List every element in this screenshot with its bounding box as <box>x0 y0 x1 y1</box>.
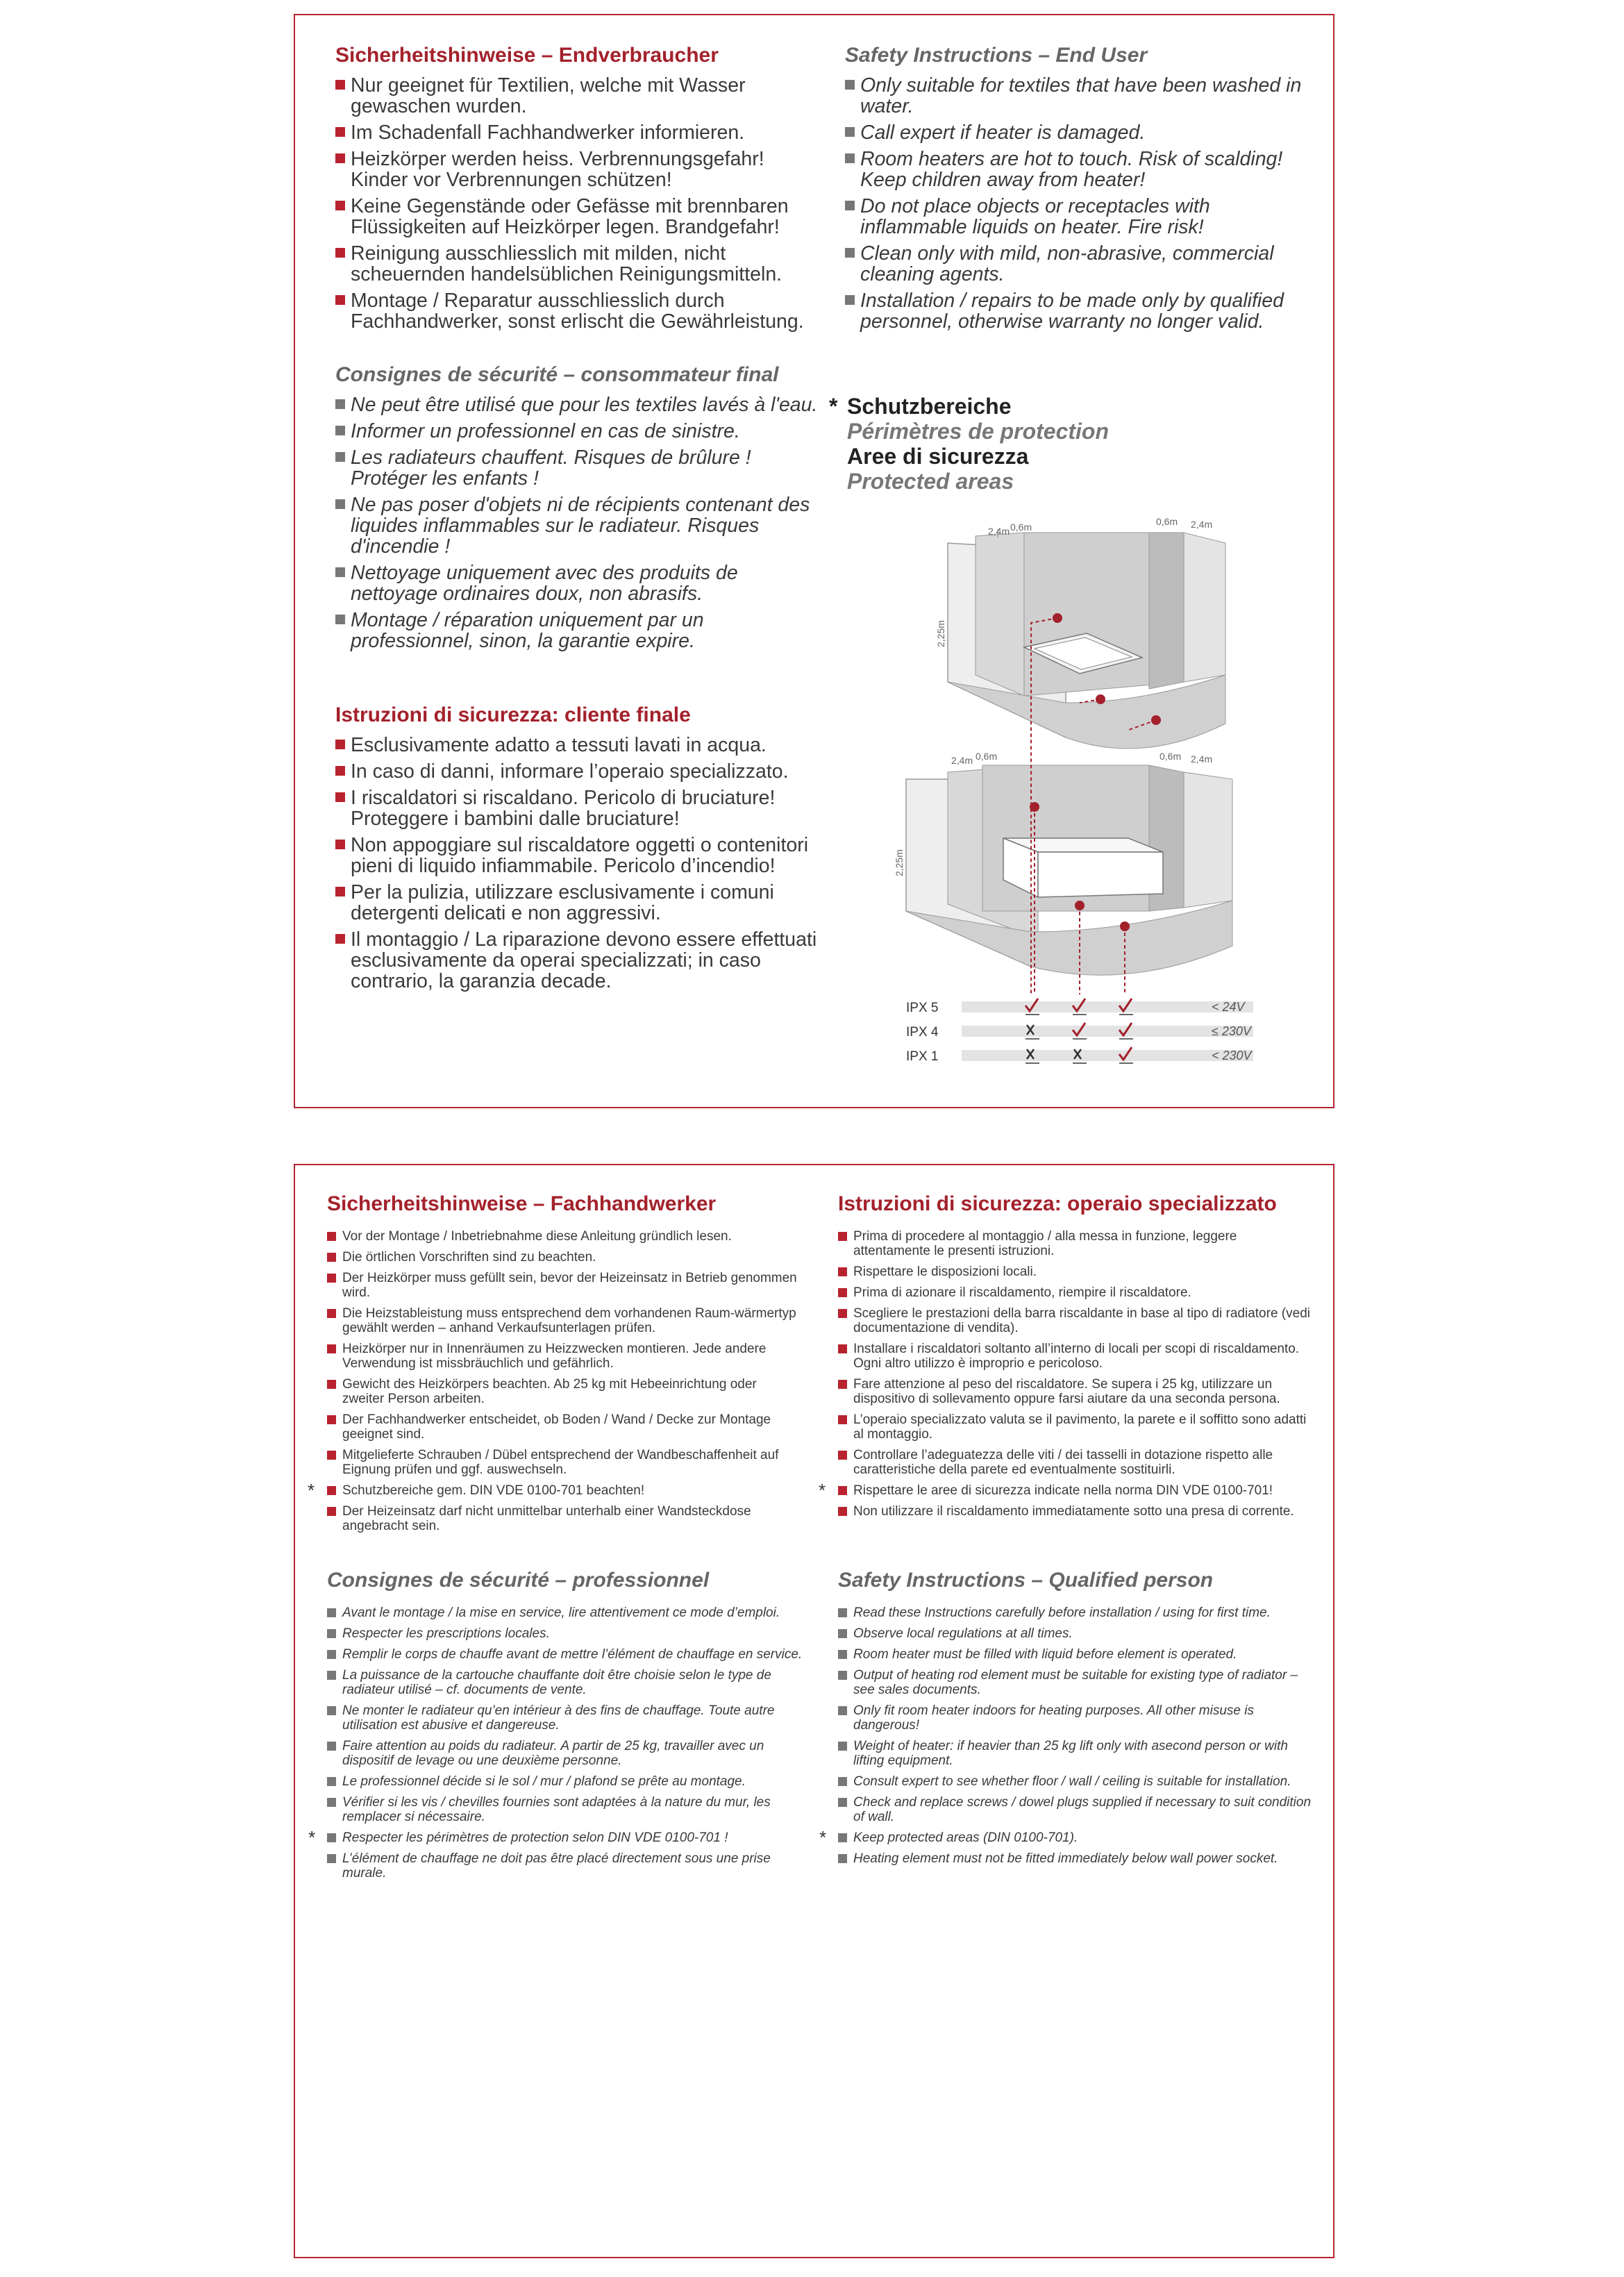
bullet-square-icon <box>327 1507 336 1516</box>
bullet-square-icon <box>838 1777 847 1786</box>
list-item-text: Consult expert to see whether floor / wall / ceiling is suitable for installation. <box>853 1774 1291 1789</box>
dim-label: 0,6m <box>976 751 998 762</box>
bullet-square-icon <box>327 1629 336 1638</box>
list-item-text: Heating element must not be fitted immediately below wall power socket. <box>853 1851 1278 1866</box>
list-item-text: Installation / repairs to be made only by qualified personnel, otherwise warranty no longer valid. <box>860 290 1284 333</box>
ipx5-label: IPX 5 <box>906 1001 939 1015</box>
bullet-square-icon <box>335 80 345 90</box>
bullet-square-icon <box>335 934 345 944</box>
list-item-text: Ne pas poser d'objets ni de récipients contenant des liquides inflammables sur le radiateur. Risques d'incendie ! <box>351 494 810 558</box>
list-item <box>335 75 821 117</box>
dim-label: 2,4m <box>951 755 973 766</box>
list-item <box>335 149 821 190</box>
list-item <box>327 1626 806 1641</box>
shower-room-diagram <box>935 516 1225 749</box>
bullet-square-icon <box>327 1706 336 1715</box>
list-item-text: Nur geeignet für Textilien, welche mit Wasser gewaschen wurden. <box>351 74 746 117</box>
section-fr-qualified <box>308 1568 806 1887</box>
list-item-text: Der Fachhandwerker entscheidet, ob Boden / Wand / Decke zur Montage geeignet sind. <box>342 1412 771 1442</box>
list-item <box>327 1774 806 1789</box>
list-item-text: Per la pulizia, utilizzare esclusivamente i comuni detergenti delicati e non aggressivi. <box>351 881 774 924</box>
section-title: Safety Instructions – Qualified person <box>838 1569 1214 1592</box>
bullet-list <box>819 1229 1317 1519</box>
bullet-square-icon <box>845 248 855 258</box>
list-item <box>335 562 821 604</box>
bullet-square-icon <box>838 1507 847 1516</box>
list-item-text: Read these Instructions carefully before installation / using for first time. <box>853 1605 1271 1620</box>
list-item-text: Gewicht des Heizkörpers beachten. Ab 25 kg mit Hebeeinrichtung oder zweiter Person arbeiten. <box>342 1377 757 1406</box>
list-item <box>845 290 1317 332</box>
areas-en: Protected areas <box>847 469 1014 494</box>
list-item <box>845 75 1317 117</box>
bullet-square-icon <box>327 1608 336 1617</box>
list-item-text: Scegliere le prestazioni della barra riscaldante in base al tipo di radiatore (vedi documentazione di vendita). <box>853 1306 1310 1335</box>
list-item-text: Heizkörper nur in Innenräumen zu Heizzwecken montieren. Jede andere Verwendung ist missbräuchlich und gefährlich. <box>342 1342 767 1371</box>
list-item-text: Der Heizkörper muss gefüllt sein, bevor der Heizeinsatz in Betrieb genommen wird. <box>342 1271 797 1300</box>
bullet-square-icon <box>335 295 345 305</box>
dim-label: 0,6m <box>1160 751 1182 762</box>
list-item <box>845 196 1317 237</box>
bullet-square-icon <box>335 887 345 896</box>
section-it-enduser <box>335 703 821 997</box>
list-item-text: L’élément de chauffage ne doit pas être placé directement sous une prise murale. <box>342 1851 771 1880</box>
bullet-square-icon <box>335 153 345 163</box>
list-item <box>845 122 1317 143</box>
protected-areas-heading <box>829 394 1109 494</box>
list-item <box>308 1480 799 1501</box>
list-item-text: Rispettare le aree di sicurezza indicate nella norma DIN VDE 0100-701! <box>853 1483 1273 1498</box>
section-de-enduser <box>335 43 821 337</box>
bullet-square-icon <box>335 567 345 577</box>
list-item-text: Nettoyage uniquement avec des produits de nettoyage ordinaires doux, non abrasifs. <box>351 562 738 605</box>
bullet-square-icon <box>335 399 345 409</box>
list-item <box>327 1703 806 1733</box>
list-item-text: Montage / réparation uniquement par un professionnel, sinon, la garantie expire. <box>351 609 704 652</box>
section-title: Istruzioni di sicurezza: operaio specializzato <box>838 1192 1277 1215</box>
dim-label: 2,4m <box>988 526 1010 537</box>
list-item <box>335 610 821 651</box>
bullet-square-icon <box>327 1777 336 1786</box>
bullet-square-icon <box>335 615 345 624</box>
dim-label: 2,4m <box>1191 519 1213 530</box>
bullet-square-icon <box>838 1608 847 1617</box>
bullet-square-icon <box>838 1706 847 1715</box>
list-item <box>335 447 821 489</box>
bullet-square-icon <box>327 1671 336 1680</box>
list-item-text: Non utilizzare il riscaldamento immediatamente sotto una presa di corrente. <box>853 1504 1294 1519</box>
dim-label: 0,6m <box>1156 516 1178 527</box>
list-item <box>327 1647 806 1662</box>
bullet-square-icon <box>845 295 855 305</box>
list-item <box>335 243 821 285</box>
bullet-square-icon <box>327 1380 336 1389</box>
list-item-text: Il montaggio / La riparazione devono essere effettuati esclusivamente da operai specializzati; in caso contrario, la garanzia decade. <box>351 928 817 992</box>
list-item <box>335 735 821 756</box>
section-title: Istruzioni di sicurezza: cliente finale <box>335 703 691 726</box>
protected-areas-diagram <box>894 494 1323 1071</box>
list-item <box>838 1668 1317 1697</box>
bottom-panel <box>294 1164 1334 2258</box>
list-item-text: Les radiateurs chauffent. Risques de brûlure ! Protéger les enfants ! <box>351 447 751 490</box>
bullet-square-icon <box>845 201 855 210</box>
bullet-square-icon <box>335 452 345 462</box>
asterisk: * <box>819 1827 826 1848</box>
bullet-square-icon <box>845 127 855 137</box>
list-item-text: Keep protected areas (DIN 0100-701). <box>853 1830 1078 1845</box>
list-item <box>838 1342 1317 1371</box>
list-item-text: Montage / Reparatur ausschliesslich durch Fachhandwerker, sonst erlischt die Gewährleistung. <box>351 290 804 333</box>
bullet-square-icon <box>838 1833 847 1842</box>
dim-label: 2,25m <box>935 620 946 647</box>
section-title: Consignes de sécurité – professionnel <box>327 1569 710 1592</box>
list-item <box>308 1827 806 1848</box>
bullet-square-icon <box>335 426 345 435</box>
list-item <box>327 1271 799 1300</box>
bullet-square-icon <box>335 127 345 137</box>
list-item <box>327 1504 799 1533</box>
list-item-text: Clean only with mild, non-abrasive, commercial cleaning agents. <box>860 242 1274 285</box>
bullet-square-icon <box>327 1854 336 1863</box>
section-en-qualified <box>819 1568 1317 1872</box>
list-item-text: Remplir le corps de chauffe avant de mettre l’élément de chauffage en service. <box>342 1647 803 1662</box>
list-item-text: Check and replace screws / dowel plugs supplied if necessary to suit condition of wall. <box>853 1795 1312 1824</box>
list-item <box>819 1480 1317 1501</box>
list-item <box>838 1851 1317 1866</box>
bullet-square-icon <box>327 1253 336 1262</box>
ipx-table <box>906 999 1253 1064</box>
bullet-square-icon <box>838 1309 847 1318</box>
list-item-text: Mitgelieferte Schrauben / Dübel entsprechend der Wandbeschaffenheit auf Eignung prüfen und ggf. auswechseln. <box>342 1448 779 1477</box>
bullet-square-icon <box>838 1288 847 1297</box>
list-item <box>838 1626 1317 1641</box>
list-item-text: Vérifier si les vis / chevilles fournies sont adaptées à la nature du mur, les remplacer si nécessaire. <box>342 1795 771 1824</box>
list-item <box>335 835 821 876</box>
list-item <box>327 1412 799 1442</box>
list-item <box>335 196 821 237</box>
list-item-text: Prima di azionare il riscaldamento, riempire il riscaldatore. <box>853 1285 1191 1300</box>
list-item <box>838 1739 1317 1768</box>
list-item <box>335 122 821 143</box>
list-item-text: Observe local regulations at all times. <box>853 1626 1073 1641</box>
list-item-text: Installare i riscaldatori soltanto all’interno di locali per scopi di riscaldamento. Ogni altro utilizzo è improprio e pericoloso. <box>853 1342 1300 1371</box>
bath-room-diagram <box>894 751 1232 975</box>
list-item-text: Faire attention au poids du radiateur. A partir de 25 kg, travailler avec un dispositif de levage ou une deuxième personne. <box>342 1739 764 1768</box>
list-item <box>838 1377 1317 1406</box>
bullet-square-icon <box>838 1267 847 1276</box>
list-item <box>838 1795 1317 1824</box>
bullet-list <box>335 735 821 992</box>
section-title: Safety Instructions – End User <box>845 44 1148 67</box>
list-item <box>838 1229 1317 1258</box>
top-panel <box>294 14 1334 1108</box>
list-item <box>335 290 821 332</box>
list-item-text: Respecter les périmètres de protection selon DIN VDE 0100-701 ! <box>342 1830 728 1845</box>
bullet-square-icon <box>838 1671 847 1680</box>
section-de-qualified <box>308 1192 799 1540</box>
list-item-text: Only fit room heater indoors for heating purposes. All other misuse is dangerous! <box>853 1703 1254 1733</box>
list-item <box>838 1605 1317 1620</box>
list-item-text: Keine Gegenstände oder Gefässe mit brennbaren Flüssigkeiten auf Heizkörper legen. Brandgefahr! <box>351 195 789 238</box>
list-item <box>327 1739 806 1768</box>
list-item <box>335 421 821 442</box>
list-item <box>335 394 821 415</box>
section-title: Sicherheitshinweise – Fachhandwerker <box>327 1192 717 1215</box>
bullet-square-icon <box>838 1629 847 1638</box>
voltage-label: ≤ 230V <box>1212 1024 1251 1038</box>
list-item-text: Esclusivamente adatto a tessuti lavati in acqua. <box>351 734 767 756</box>
bullet-square-icon <box>335 201 345 210</box>
list-item-text: Respecter les prescriptions locales. <box>342 1626 550 1641</box>
list-item <box>327 1306 799 1335</box>
list-item-text: Prima di procedere al montaggio / alla messa in funzione, leggere attentamente le presenti istruzioni. <box>853 1229 1237 1258</box>
bullet-square-icon <box>838 1232 847 1241</box>
section-title: Sicherheitshinweise – Endverbraucher <box>335 44 719 67</box>
voltage-label: < 230V <box>1212 1049 1252 1062</box>
bullet-square-icon <box>327 1451 336 1460</box>
list-item <box>327 1605 806 1620</box>
asterisk: * <box>819 1480 826 1501</box>
bullet-square-icon <box>335 766 345 776</box>
list-item <box>327 1342 799 1371</box>
section-it-qualified <box>819 1192 1317 1525</box>
bullet-square-icon <box>335 792 345 802</box>
list-item <box>327 1377 799 1406</box>
list-item-text: Die Heizstableistung muss entsprechend dem vorhandenen Raum-wärmertyp gewählt werden – anhand Verkaufsunterlagen prüfen. <box>342 1306 796 1335</box>
list-item <box>335 494 821 557</box>
list-item <box>335 929 821 992</box>
list-item-text: Le professionnel décide si le sol / mur / plafond se prête au montage. <box>342 1774 746 1789</box>
list-item <box>838 1448 1317 1477</box>
bullet-list <box>308 1605 806 1880</box>
section-en-enduser <box>845 43 1317 337</box>
list-item <box>838 1412 1317 1442</box>
bullet-square-icon <box>838 1854 847 1863</box>
list-item <box>327 1229 799 1244</box>
list-item-text: Schutzbereiche gem. DIN VDE 0100-701 beachten! <box>342 1483 645 1498</box>
list-item-text: Vor der Montage / Inbetriebnahme diese Anleitung gründlich lesen. <box>342 1229 732 1244</box>
bullet-square-icon <box>838 1451 847 1460</box>
list-item-text: Der Heizeinsatz darf nicht unmittelbar unterhalb einer Wandsteckdose angebracht sein. <box>342 1504 751 1533</box>
bullet-square-icon <box>335 499 345 509</box>
bullet-square-icon <box>327 1232 336 1241</box>
list-item <box>838 1774 1317 1789</box>
list-item <box>838 1265 1317 1279</box>
bullet-square-icon <box>327 1742 336 1751</box>
dim-label: 2,25m <box>894 849 905 876</box>
list-item-text: Weight of heater: if heavier than 25 kg lift only with asecond person or with lifting equipment. <box>853 1739 1288 1768</box>
list-item-text: I riscaldatori si riscaldano. Pericolo di bruciature! Proteggere i bambini dalle bruciature! <box>351 787 776 830</box>
dim-label: 0,6m <box>1010 522 1032 533</box>
list-item <box>327 1795 806 1824</box>
list-item-text: Room heaters are hot to touch. Risk of scalding! Keep children away from heater! <box>860 148 1283 191</box>
section-fr-enduser <box>335 362 821 657</box>
areas-de: Schutzbereiche <box>847 394 1012 419</box>
asterisk: * <box>308 1827 315 1848</box>
bullet-square-icon <box>327 1486 336 1495</box>
list-item <box>327 1448 799 1477</box>
list-item <box>838 1647 1317 1662</box>
list-item-text: Rispettare le disposizioni locali. <box>853 1265 1037 1279</box>
list-item <box>335 882 821 924</box>
list-item-text: Room heater must be filled with liquid before element is operated. <box>853 1647 1237 1662</box>
bullet-list <box>335 394 821 651</box>
list-item-text: In caso di danni, informare l’operaio specializzato. <box>351 760 789 783</box>
bullet-list <box>845 75 1317 332</box>
list-item <box>838 1285 1317 1300</box>
dim-label: 2,4m <box>1191 753 1213 765</box>
list-item-text: Only suitable for textiles that have been washed in water. <box>860 74 1302 117</box>
bullet-square-icon <box>838 1742 847 1751</box>
bullet-square-icon <box>327 1274 336 1283</box>
list-item-text: Ne monter le radiateur qu’en intérieur à des fins de chauffage. Toute autre utilisation est abusive et dangereuse. <box>342 1703 775 1733</box>
bullet-square-icon <box>335 740 345 749</box>
bullet-square-icon <box>327 1650 336 1659</box>
bullet-square-icon <box>838 1380 847 1389</box>
list-item <box>327 1851 806 1880</box>
ipx4-label: IPX 4 <box>906 1025 939 1040</box>
list-item <box>845 149 1317 190</box>
list-item-text: Ne peut être utilisé que pour les textiles lavés à l'eau. <box>351 394 818 416</box>
bullet-square-icon <box>838 1486 847 1495</box>
list-item <box>838 1504 1317 1519</box>
bullet-square-icon <box>327 1833 336 1842</box>
areas-fr: Périmètres de protection <box>847 419 1109 444</box>
bullet-square-icon <box>335 248 345 258</box>
bullet-square-icon <box>327 1415 336 1424</box>
bullet-list <box>308 1229 799 1533</box>
bullet-square-icon <box>845 80 855 90</box>
list-item-text: Informer un professionnel en cas de sinistre. <box>351 420 740 442</box>
bullet-square-icon <box>327 1798 336 1807</box>
list-item-text: Non appoggiare sul riscaldatore oggetti o contenitori pieni di liquido infiammabile. Pericolo d’incendio! <box>351 834 809 877</box>
list-item-text: Im Schadenfall Fachhandwerker informieren. <box>351 122 745 144</box>
list-item-text: Output of heating rod element must be suitable for existing type of radiator – see sales documents. <box>853 1668 1298 1697</box>
asterisk: * <box>829 394 838 419</box>
bullet-list <box>819 1605 1317 1866</box>
list-item <box>838 1703 1317 1733</box>
list-item-text: Heizkörper werden heiss. Verbrennungsgefahr! Kinder vor Verbrennungen schützen! <box>351 148 764 191</box>
list-item-text: Controllare l’adeguatezza delle viti / dei tasselli in dotazione rispetto alle caratteristiche della parete ed eventualmente sostituirli. <box>853 1448 1273 1477</box>
areas-it: Aree di sicurezza <box>847 444 1029 469</box>
bullet-square-icon <box>838 1415 847 1424</box>
section-title: Consignes de sécurité – consommateur final <box>335 363 779 386</box>
bullet-square-icon <box>845 153 855 163</box>
ipx1-label: IPX 1 <box>906 1049 939 1064</box>
list-item <box>327 1668 806 1697</box>
bullet-square-icon <box>327 1309 336 1318</box>
list-item <box>335 787 821 829</box>
list-item <box>838 1306 1317 1335</box>
list-item <box>819 1827 1317 1848</box>
voltage-label: < 24V <box>1212 1000 1245 1014</box>
bullet-square-icon <box>838 1344 847 1353</box>
list-item-text: Fare attenzione al peso del riscaldatore. Se supera i 25 kg, utilizzare un dispositivo di sollevamento oppure farsi aiutare da una seconda persona. <box>853 1377 1280 1406</box>
list-item-text: Call expert if heater is damaged. <box>860 122 1146 144</box>
list-item-text: Reinigung ausschliesslich mit milden, nicht scheuernden handelsüblichen Reinigungsmitteln. <box>351 242 782 285</box>
list-item-text: Avant le montage / la mise en service, lire attentivement ce mode d’emploi. <box>342 1605 780 1620</box>
bullet-square-icon <box>838 1798 847 1807</box>
list-item <box>335 761 821 782</box>
bullet-square-icon <box>838 1650 847 1659</box>
asterisk: * <box>308 1480 315 1501</box>
bullet-square-icon <box>335 840 345 849</box>
list-item <box>845 243 1317 285</box>
list-item-text: Do not place objects or receptacles with inflammable liquids on heater. Fire risk! <box>860 195 1210 238</box>
list-item <box>327 1250 799 1265</box>
list-item-text: La puissance de la cartouche chauffante doit être choisie selon le type de radiateur utilisé – cf. documents de vente. <box>342 1668 771 1697</box>
list-item-text: L’operaio specializzato valuta se il pavimento, la parete e il soffitto sono adatti al montaggio. <box>853 1412 1307 1442</box>
list-item-text: Die örtlichen Vorschriften sind zu beachten. <box>342 1250 596 1265</box>
bullet-square-icon <box>327 1344 336 1353</box>
bullet-list <box>335 75 821 332</box>
